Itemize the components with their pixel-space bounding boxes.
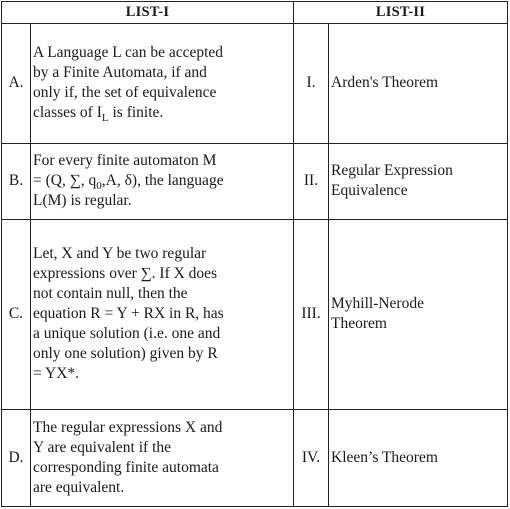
table-row [2,143,508,219]
table-row [2,410,508,507]
matching-table [1,1,508,507]
list-1-statement: The regular expressions X and Y are equivalent if the corresponding finite automata are equivalent. [31,410,294,507]
list-1-header: LIST-I [2,2,294,24]
list-2-theorem: Regular Expression Equivalence [329,143,508,219]
list-2-number: III. [294,219,329,410]
row-label: B. [2,143,31,219]
list-2-number: I. [294,23,329,143]
list-2-theorem: Myhill-Nerode Theorem [329,219,508,410]
row-label: A. [2,23,31,143]
list-1-statement: A Language L can be accepted by a Finite Automata, if and only if, the set of equivalence classes of $I_L$ is finite. [31,23,294,143]
list-1-statement: Let, X and Y be two regular expressions over ∑. If X does not contain null, then the equation R = Y + RX in R, has a unique solution (i.e. one and only one solution) given by R = YX*. [31,219,294,410]
table-row [2,219,508,410]
list-2-theorem: Kleen’s Theorem [329,410,508,507]
list-2-number: II. [294,143,329,219]
list-2-theorem: Arden's Theorem [329,23,508,143]
row-label: C. [2,219,31,410]
list-2-header: LIST-II [294,2,508,24]
list-2-number: IV. [294,410,329,507]
table-row [2,23,508,143]
row-label: D. [2,410,31,507]
header-row [2,2,508,24]
list-1-statement: For every finite automaton M = (Q, ∑, $q_0,A$, δ), the language L(M) is regular. [31,143,294,219]
